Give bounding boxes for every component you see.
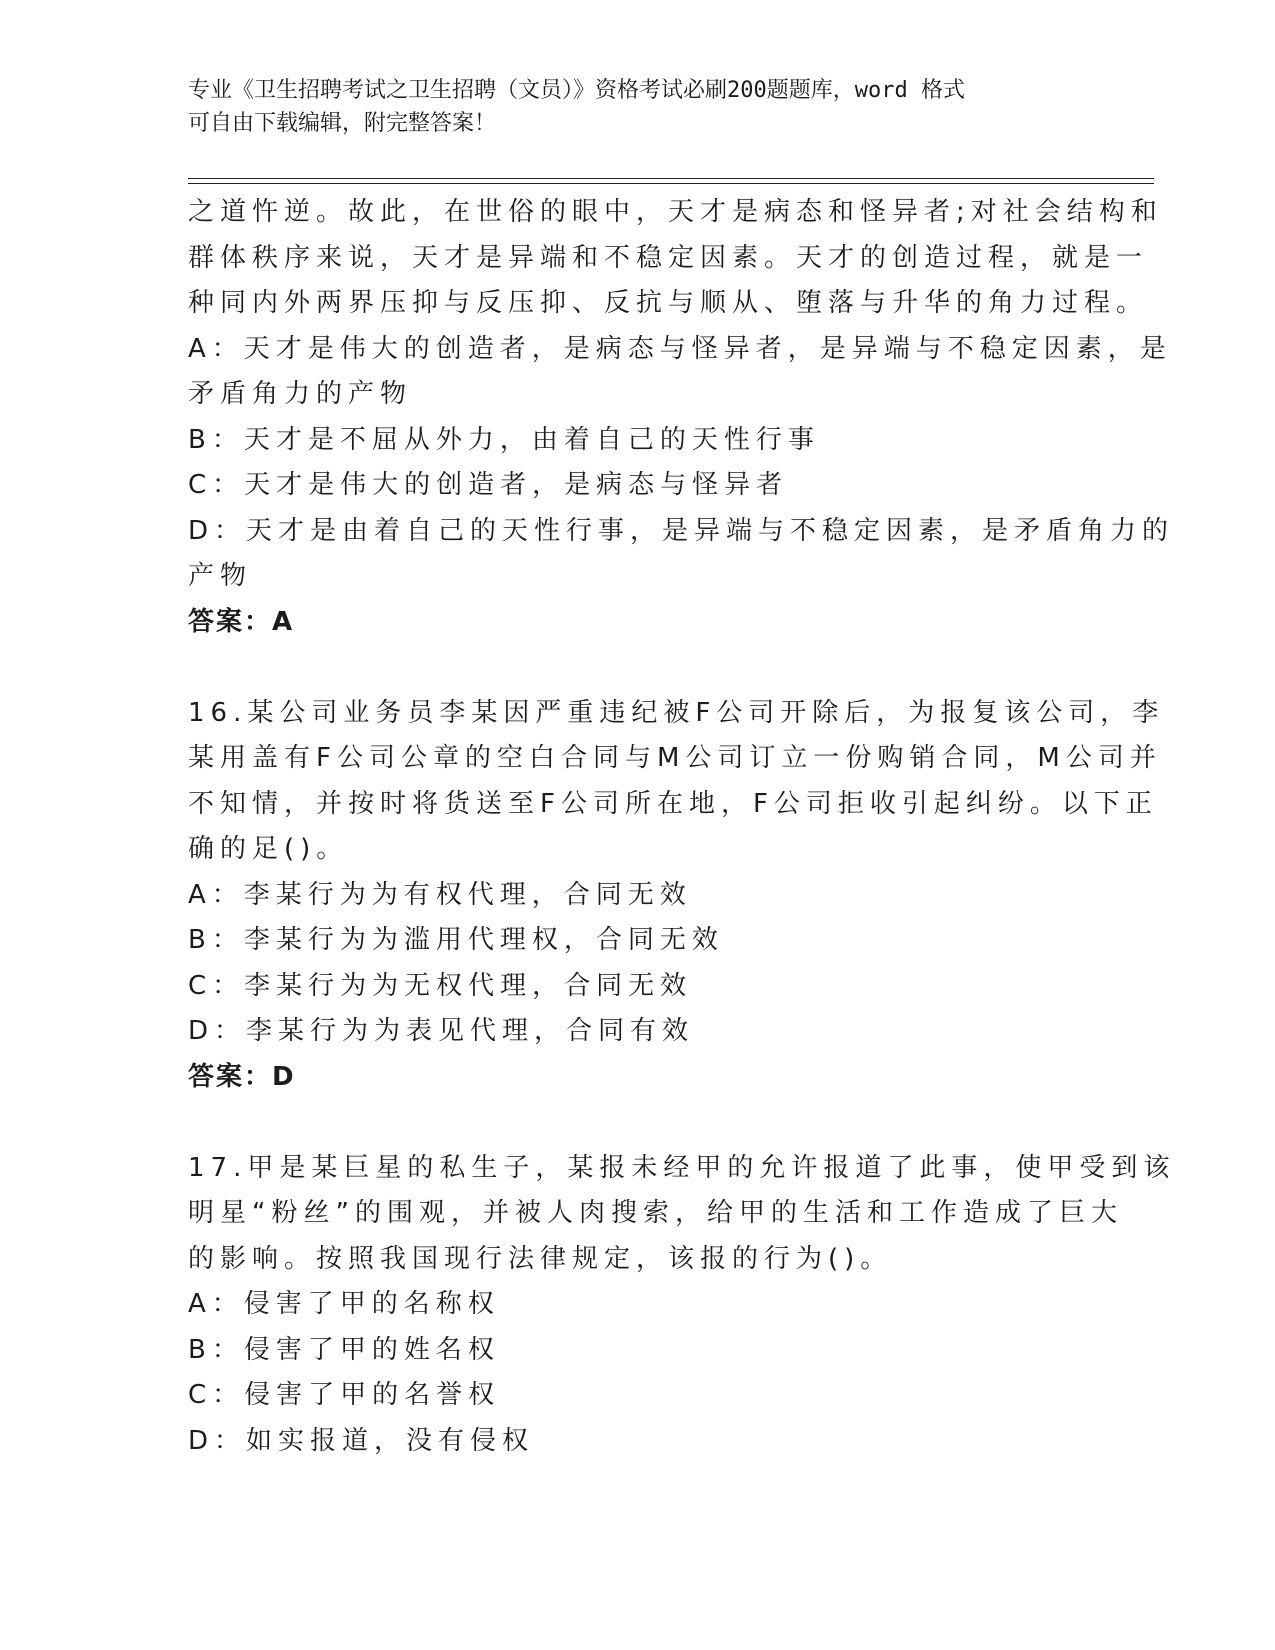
option-c: C：天才是伟大的创造者，是病态与怪异者 [188, 470, 789, 500]
question-16 [188, 691, 1165, 1101]
spacer [188, 645, 1088, 691]
answer-label: 答案：D [188, 1061, 296, 1092]
question-text-line: 明星“粉丝”的围观，并被人肉搜索，给甲的生活和工作造成了巨大 [188, 1198, 1123, 1228]
question-text-line: 不知情，并按时将货送至F公司所在地，F公司拒收引起纠纷。以下正 [188, 788, 1158, 819]
option-a: A：侵害了甲的名称权 [188, 1289, 500, 1319]
header-divider-bottom [188, 183, 1154, 184]
option-b: B：李某行为为滥用代理权，合同无效 [188, 925, 724, 955]
option-b: B：天才是不屈从外力，由着自己的天性行事 [188, 424, 820, 455]
document-body [188, 190, 1176, 1464]
header-title-line-2: 可自由下载编辑，附完整答案！ [188, 111, 497, 136]
option-d: D：李某行为为表见代理，合同有效 [188, 1016, 695, 1046]
question-text-line: 的影响。按照我国现行法律规定，该报的行为()。 [188, 1243, 893, 1274]
question-text-line: 群体秩序来说，天才是异端和不稳定因素。天才的创造过程，就是一 [188, 242, 1149, 273]
question-text-line: 确的足()。 [188, 834, 349, 864]
question-15-continuation [188, 190, 1175, 645]
question-17 [188, 1146, 1176, 1465]
answer-label: 答案：A [188, 606, 295, 637]
spacer [188, 1100, 1088, 1146]
header-divider-top [188, 178, 1154, 179]
question-text-line: 种同内外两界压抑与反压抑、反抗与顺从、堕落与升华的角力过程。 [188, 288, 1149, 318]
option-c: C：侵害了甲的名誉权 [188, 1380, 501, 1410]
question-text-line: 16.某公司业务员李某因严重违纪被F公司开除后，为报复该公司，李 [188, 697, 1165, 728]
option-d-continued: 产物 [188, 561, 253, 591]
option-d: D：如实报道，没有侵权 [188, 1425, 535, 1456]
option-a-continued: 矛盾角力的产物 [188, 379, 413, 409]
document-header [188, 74, 1088, 140]
option-c: C：李某行为为无权代理，合同无效 [188, 970, 693, 1001]
option-d: D：天才是由着自己的天性行事，是异端与不稳定因素，是矛盾角力的 [188, 515, 1175, 546]
option-a: A：天才是伟大的创造者，是病态与怪异者，是异端与不稳定因素，是 [188, 333, 1172, 364]
question-text-line: 17.甲是某巨星的私生子，某报未经甲的允许报道了此事，使甲受到该 [188, 1152, 1176, 1183]
question-text-line: 之道忤逆。故此，在世俗的眼中，天才是病态和怪异者;对社会结构和 [188, 197, 1163, 227]
option-a: A：李某行为为有权代理，合同无效 [188, 879, 692, 910]
question-text-line: 某用盖有F公司公章的空白合同与M公司订立一份购销合同，M公司并 [188, 743, 1162, 773]
option-b: B：侵害了甲的姓名权 [188, 1334, 500, 1365]
header-title-line-1: 专业《卫生招聘考试之卫生招聘（文员）》资格考试必刷200题题库，word 格式 [188, 78, 965, 103]
